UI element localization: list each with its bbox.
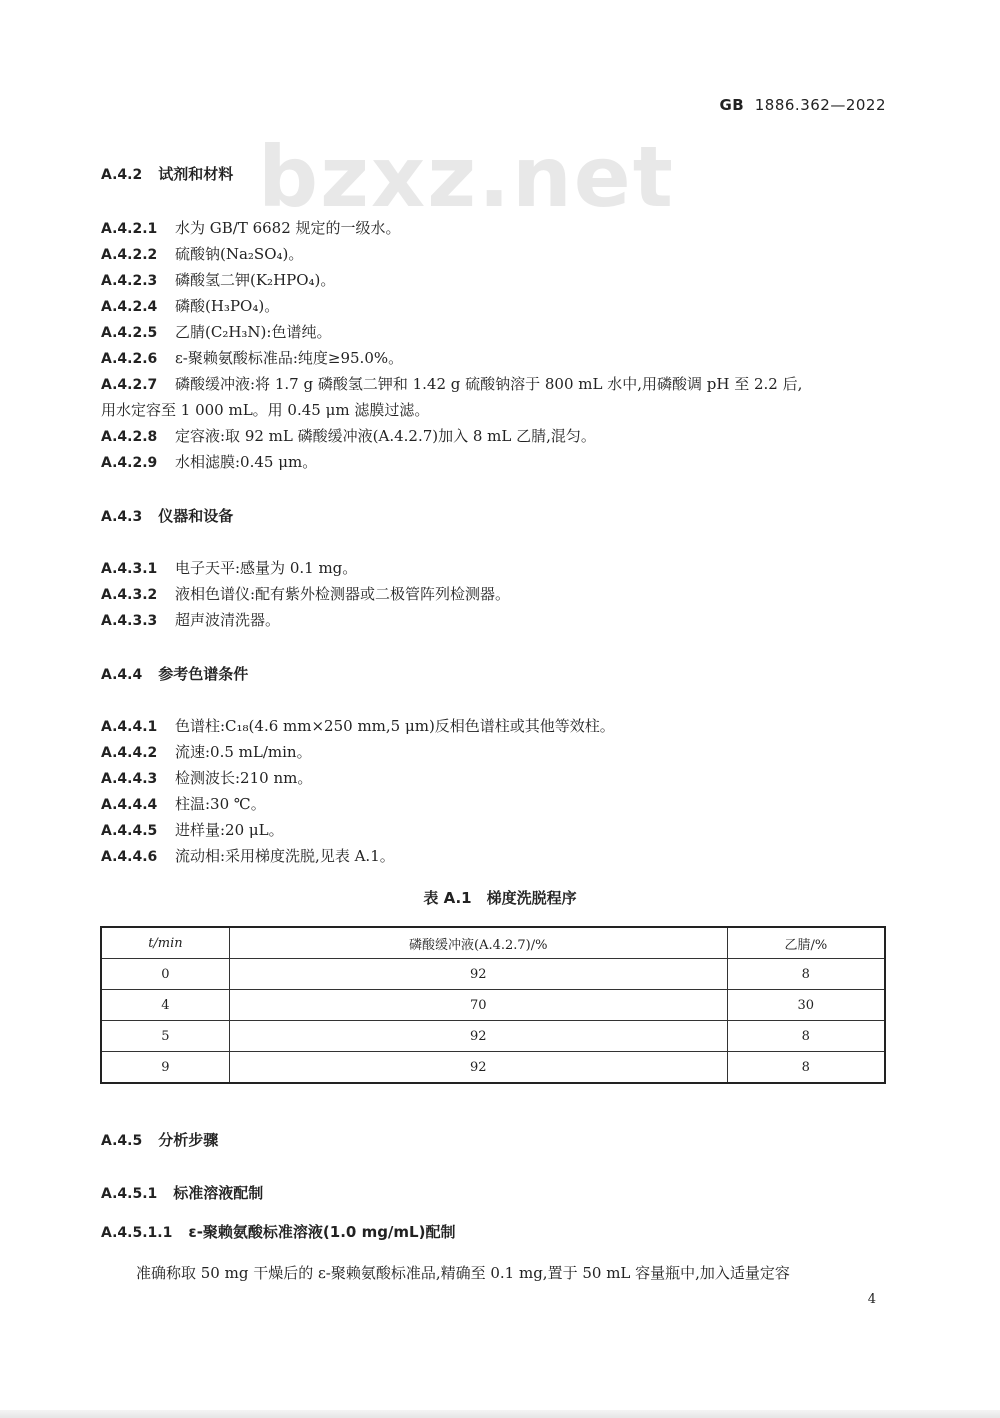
- page-bottom-edge: [0, 1410, 1000, 1418]
- table-cell: 8: [727, 1052, 885, 1084]
- section-title: 分析步骤: [158, 1131, 219, 1149]
- item-number: A.4.2.6: [101, 351, 158, 367]
- list-item: [101, 322, 331, 343]
- body-paragraph: 准确称取 50 mg 干燥后的 ε-聚赖氨酸标准品,精确至 0.1 mg,置于 50 mL 容量瓶中,加入适量定容: [136, 1264, 790, 1282]
- watermark-logo: bzxz.net: [258, 128, 675, 226]
- item-text: 超声波清洗器。: [175, 611, 281, 629]
- section-title: ε-聚赖氨酸标准溶液(1.0 mg/mL)配制: [188, 1223, 456, 1241]
- table-row: [101, 1052, 885, 1084]
- section-title: 参考色谱条件: [158, 665, 249, 683]
- item-text: 流速:0.5 mL/min。: [175, 743, 312, 761]
- section-number: A.4.5: [101, 1133, 143, 1149]
- section-heading-a451: [101, 1183, 263, 1204]
- list-item: [101, 452, 317, 473]
- column-header: t/min: [101, 927, 229, 959]
- table-cell: 9: [101, 1052, 229, 1084]
- item-text: 磷酸缓冲液:将 1.7 g 磷酸氢二钾和 1.42 g 硫酸钠溶于 800 mL 水中,用磷酸调 pH 至 2.2 后,: [175, 375, 803, 393]
- item-text: ε-聚赖氨酸标准品:纯度≥95.0%。: [175, 349, 404, 367]
- item-text: 水相滤膜:0.45 μm。: [175, 453, 318, 471]
- column-header: 磷酸缓冲液(A.4.2.7)/%: [229, 927, 727, 959]
- section-title: 仪器和设备: [158, 507, 234, 525]
- standard-number: 1886.362—2022: [754, 96, 886, 114]
- section-number: A.4.5.1: [101, 1186, 158, 1202]
- item-text: 磷酸(H₃PO₄)。: [175, 297, 280, 315]
- section-title: 标准溶液配制: [173, 1184, 264, 1202]
- list-item: [101, 296, 279, 317]
- list-item: [101, 820, 284, 841]
- table-cell: 30: [727, 990, 885, 1021]
- item-text: 水为 GB/T 6682 规定的一级水。: [175, 219, 401, 237]
- section-heading-a42: [101, 164, 233, 185]
- item-number: A.4.4.2: [101, 745, 158, 761]
- list-item: [101, 244, 303, 265]
- item-text: 定容液:取 92 mL 磷酸缓冲液(A.4.2.7)加入 8 mL 乙腈,混匀。: [175, 427, 596, 445]
- section-title: 试剂和材料: [158, 165, 234, 183]
- list-item: [101, 374, 802, 395]
- table-row: [101, 959, 885, 990]
- item-text: 色谱柱:C₁₈(4.6 mm×250 mm,5 μm)反相色谱柱或其他等效柱。: [175, 717, 615, 735]
- item-text: 检测波长:210 nm。: [175, 769, 313, 787]
- item-number: A.4.3.3: [101, 613, 158, 629]
- table-row: [101, 990, 885, 1021]
- list-item: [101, 794, 266, 815]
- item-number: A.4.4.4: [101, 797, 158, 813]
- table-cell: 5: [101, 1021, 229, 1052]
- standard-code-header: [719, 96, 886, 114]
- section-number: A.4.4: [101, 667, 143, 683]
- list-item: [101, 218, 401, 239]
- list-item: [101, 768, 312, 789]
- table-cell: 92: [229, 1052, 727, 1084]
- item-number: A.4.2.4: [101, 299, 158, 315]
- item-text: 流动相:采用梯度洗脱,见表 A.1。: [175, 847, 395, 865]
- item-text: 硫酸钠(Na₂SO₄)。: [175, 245, 304, 263]
- item-number: A.4.4.5: [101, 823, 158, 839]
- item-number: A.4.2.2: [101, 247, 158, 263]
- list-item: [101, 846, 395, 867]
- item-number: A.4.4.1: [101, 719, 158, 735]
- item-number: A.4.2.3: [101, 273, 158, 289]
- table-cell: 92: [229, 1021, 727, 1052]
- table-header-row: [101, 927, 885, 959]
- section-number: A.4.5.1.1: [101, 1225, 173, 1241]
- page-number: 4: [867, 1292, 876, 1307]
- gradient-table: [100, 926, 886, 1084]
- table-caption: 表 A.1 梯度洗脱程序: [423, 889, 577, 907]
- column-header: 乙腈/%: [727, 927, 885, 959]
- item-number: A.4.2.1: [101, 221, 158, 237]
- item-number: A.4.4.6: [101, 849, 158, 865]
- item-text: 乙腈(C₂H₃N):色谱纯。: [175, 323, 332, 341]
- item-number: A.4.3.2: [101, 587, 158, 603]
- list-item-continuation: [101, 400, 429, 420]
- section-number: A.4.2: [101, 167, 143, 183]
- item-text: 液相色谱仪:配有紫外检测器或二极管阵列检测器。: [175, 585, 511, 603]
- list-item: [101, 742, 312, 763]
- list-item: [101, 584, 510, 605]
- section-heading-a44: [101, 664, 248, 685]
- list-item: [101, 426, 596, 447]
- item-text: 用水定容至 1 000 mL。用 0.45 μm 滤膜过滤。: [101, 401, 430, 419]
- table-cell: 92: [229, 959, 727, 990]
- item-text: 进样量:20 μL。: [175, 821, 284, 839]
- item-number: A.4.3.1: [101, 561, 158, 577]
- item-text: 柱温:30 ℃。: [175, 795, 266, 813]
- table-cell: 8: [727, 1021, 885, 1052]
- list-item: [101, 558, 357, 579]
- item-text: 磷酸氢二钾(K₂HPO₄)。: [175, 271, 336, 289]
- table-cell: 4: [101, 990, 229, 1021]
- item-number: A.4.2.5: [101, 325, 158, 341]
- list-item: [101, 348, 403, 369]
- list-item: [101, 716, 615, 737]
- item-text: 电子天平:感量为 0.1 mg。: [175, 559, 358, 577]
- list-item: [101, 270, 335, 291]
- section-heading-a43: [101, 506, 233, 527]
- list-item: [101, 610, 280, 631]
- table-row: [101, 1021, 885, 1052]
- table-cell: 0: [101, 959, 229, 990]
- table-cell: 8: [727, 959, 885, 990]
- table-cell: 70: [229, 990, 727, 1021]
- item-number: A.4.4.3: [101, 771, 158, 787]
- section-number: A.4.3: [101, 509, 143, 525]
- item-number: A.4.2.7: [101, 377, 158, 393]
- item-number: A.4.2.9: [101, 455, 158, 471]
- section-heading-a4511: [101, 1222, 455, 1243]
- section-heading-a45: [101, 1130, 218, 1151]
- item-number: A.4.2.8: [101, 429, 158, 445]
- standard-prefix: GB: [719, 96, 745, 114]
